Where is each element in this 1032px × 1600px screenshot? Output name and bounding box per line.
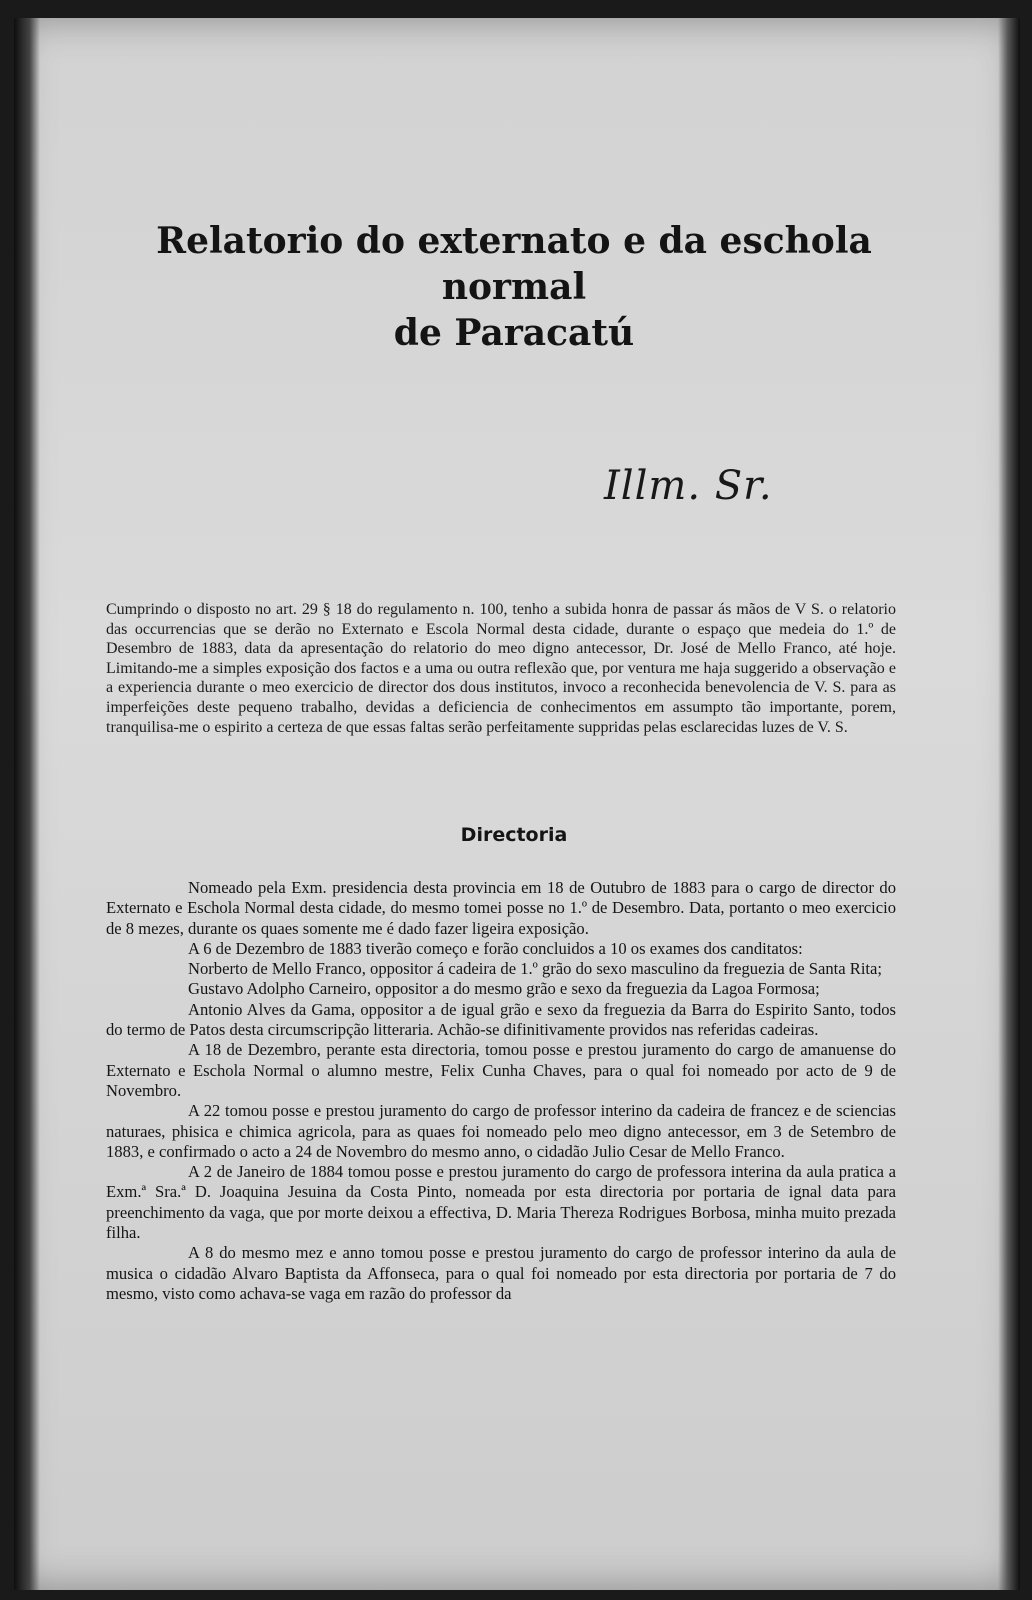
intro-paragraph: Cumprindo o disposto no art. 29 § 18 do regulamento n. 100, tenho a subida honra de passar ás mãos de V S. o relatorio das occurrencias que se derão no Externato e Escola Normal desta cidade, durante o espaço que medeia do 1.º de Desembro de 1883, data da apresentação do relatorio do meo digno antecessor, Dr. José de Mello Franco, até hoje. Limitando-me a simples exposição dos factos e a uma ou outra reflexão que, por ventura me haja suggerido a observação e a experiencia durante o meo exercicio de director dos dous institutos, invoco a reconhecida benevolencia de V. S. para as imperfeições deste pequeno trabalho, devidas a deficiencia de conhecimentos em assumpto tão importante, porem, tranquilisa-me o espirito a certeza de que essas faltas serão perfeitamente suppridas pelas esclarecidas luzes de V. S. xyxy=(106,601,896,736)
paragraph: Gustavo Adolpho Carneiro, oppositor a do mesmo grão e sexo da freguezia da Lagoa Formosa; xyxy=(188,979,820,999)
salutation: Illm. Sr. xyxy=(604,463,773,509)
section-heading-directoria: Directoria xyxy=(460,824,568,846)
page-edge-right xyxy=(998,18,1020,1590)
paragraph: A 22 tomou posse e prestou juramento do cargo de professor interino da cadeira de francez e de sciencias naturaes, phisica e chimica agricola, para as quaes foi nomeado pelo meo digno antecessor, em 3 de Setembro de 1883, e confirmado o acto a 24 de Novembro do mesmo anno, o cidadão Julio Cesar de Mello Franco. xyxy=(106,1101,896,1161)
section-body xyxy=(106,878,896,1304)
scanned-page xyxy=(14,18,1020,1590)
binding-edge-left xyxy=(14,18,40,1590)
paragraph: Nomeado pela Exm. presidencia desta provincia em 18 de Outubro de 1883 para o cargo de director do Externato e Eschola Normal desta cidade, do mesmo tomei posse no 1.º de Desembro. Data, portanto o meo exercicio de 8 mezes, durante os quaes somente me é dado fazer ligeira exposição. xyxy=(106,878,896,938)
paragraph: A 2 de Janeiro de 1884 tomou posse e prestou juramento do cargo de professora interina da aula pratica a Exm.ª Sra.ª D. Joaquina Jesuina da Costa Pinto, nomeada por esta directoria por portaria de ignal data para preenchimento da vaga, que por morte deixou a effectiva, D. Maria Thereza Rodrigues Borbosa, minha muito prezada filha. xyxy=(106,1162,896,1243)
paragraph: A 18 de Dezembro, perante esta directoria, tomou posse e prestou juramento do cargo de amanuense do Externato e Eschola Normal o alumno mestre, Felix Cunha Chaves, para o qual foi nomeado por acto de 9 de Novembro. xyxy=(106,1040,896,1100)
document-title xyxy=(94,218,934,356)
title-line-2: de Paracatú xyxy=(393,312,635,354)
paragraph: A 8 do mesmo mez e anno tomou posse e prestou juramento do cargo de professor interino da aula de musica o cidadão Alvaro Baptista da Affonseca, para o qual foi nomeado por esta directoria por portaria de 7 do mesmo, visto como achava-se vaga em razão do professor da xyxy=(106,1243,896,1303)
paragraph: Antonio Alves da Gama, oppositor a de igual grão e sexo da freguezia da Barra do Espirito Santo, todos do termo de Patos desta circumscripção litteraria. Achão-se difinitivamente providos nas referidas cadeiras. xyxy=(106,999,896,1040)
paragraph: A 6 de Dezembro de 1883 tiverão começo e forão concluidos a 10 os exames dos canditatos: xyxy=(188,938,803,958)
title-line-1: Relatorio do externato e da eschola normal xyxy=(156,220,872,308)
paragraph: Norberto de Mello Franco, oppositor á cadeira de 1.º grão do sexo masculino da freguezia de Santa Rita; xyxy=(188,959,883,979)
